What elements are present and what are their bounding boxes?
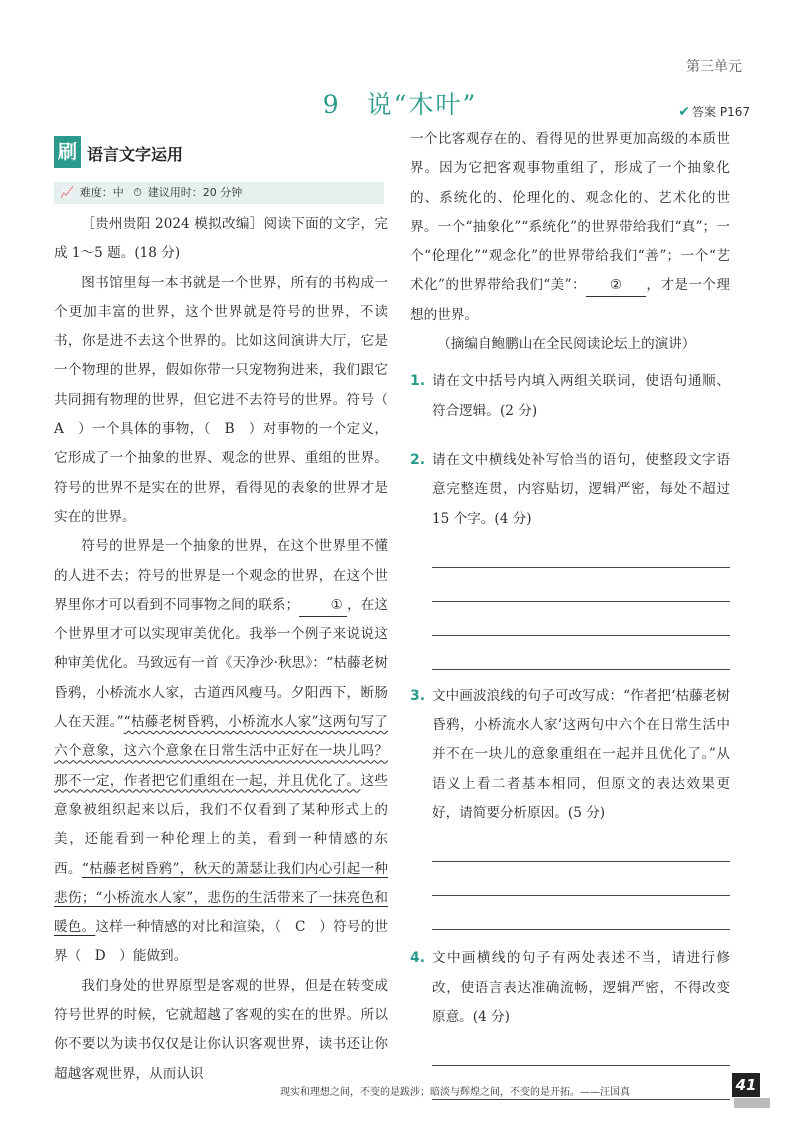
lesson-title-text: 说“木叶” [366, 90, 478, 119]
underlined-sentence: “枯藤老树昏鸦”，秋天的萧瑟让我们内心引起一种悲伤；“小桥流水人家”，悲伤的生活带来了一抹亮色和暖色。 [54, 860, 388, 936]
wavy-underlined-sentence: “枯藤老树昏鸦，小桥流水人家”这两句写了六个意象，这六个意象在日常生活中正好在一块儿吗？那不一定，作者把它们重组在一起，并且优化了。 [54, 714, 388, 789]
paragraph-2 [54, 532, 388, 971]
question-number: 4. [410, 950, 426, 967]
answer-line[interactable] [432, 602, 730, 636]
paragraph-2-part-a: 符号的世界是一个抽象的世界，在这个世界里不懂的人进不去；符号的世界是一个观念的世界，在这个世界里你才可以看到不同事物之间的联系； [54, 538, 388, 613]
answer-line[interactable] [432, 828, 730, 862]
question-number: 1. [410, 373, 426, 390]
paragraph-1: 图书馆里每一本书就是一个世界，所有的书构成一个更加丰富的世界，这个世界就是符号的世界，不读书，你是进不去这个世界的。比如这间演讲大厅，它是一个物理的世界，假如你带一只宠物狗进来，我们跟它共同拥有物理的世界，但它进不去符号的世界。符号（ A ）一个具体的事物，（ B ）对事物的一个定义，它形成了一个抽象的世界、观念的世界、重组的世界。符号的世界不是实在的世界，看得见的表象的世界才是实在的世界。 [54, 274, 402, 525]
difficulty-icon: 📈 [60, 186, 74, 199]
paragraph-2-part-c: 这些意象被组织起来以后，我们不仅看到了某种形式上的美，还能看到一种伦理上的美，看到一种情感的东西。 [54, 772, 389, 877]
clock-icon: ⏱ [133, 186, 142, 199]
check-icon: ✔ [678, 104, 691, 120]
question-text: 文中画波浪线的句子可改写成：“作者把‘枯藤老树昏鸦，小桥流水人家’这两句中六个在日常生活中并不在一块儿的意象重组在一起并且优化了。”从语义上看二者基本相同，但原文的表达效果更好，请简要分析原因。(5 分) [432, 687, 730, 822]
difficulty-text: 难度：中 [79, 186, 124, 199]
answer-reference-text: 答案 P167 [692, 105, 750, 119]
question-text: 请在文中括号内填入两组关联词，使语句通顺、符合逻辑。(2 分) [432, 373, 730, 419]
section-title: 语言文字运用 [87, 145, 184, 164]
time-text: 建议用时：20 分钟 [147, 186, 243, 199]
paragraph-continued-part-a: 一个比客观存在的、看得见的世界更加高级的本质世界。因为它把客观事物重组了，形成了一个抽象化的、系统化的、伦理化的、观念化的、艺术化的世界。一个“抽象化”“系统化”的世界带给我们“真”；一个“伦理化”“观念化”的世界带给我们“善”；一个“艺术化”的世界带给我们“美”： [410, 131, 730, 294]
brush-icon: 刷 [54, 136, 81, 168]
question-1 [410, 367, 730, 426]
answer-line[interactable] [432, 568, 730, 602]
paragraph-3: 我们身处的世界原型是客观的世界，但是在转变成符号世界的时候，它就超越了客观的实在的世界。所以你不要以为读书仅仅是让你认识客观世界，读书还让你超越客观世界，从而认识 [54, 977, 388, 1082]
question-number: 3. [410, 687, 426, 704]
answer-line[interactable] [432, 1032, 730, 1066]
answer-line[interactable] [432, 534, 730, 568]
answer-line[interactable] [432, 636, 730, 670]
question-2 [410, 446, 730, 534]
paragraph-continued [410, 125, 730, 330]
page-corner-decoration [734, 1098, 770, 1108]
answer-line[interactable] [432, 862, 730, 896]
blank-1[interactable]: ① [299, 594, 347, 617]
paragraph-2-part-b: ，在这个世界里才可以实现审美优化。我举一个例子来说说这种审美优化。马致远有一首《天净沙·秋思》：“枯藤老树昏鸦，小桥流水人家，古道西风瘦马。夕阳西下，断肠人在天涯。” [54, 596, 389, 731]
question-3 [410, 682, 730, 828]
footer-quote: 现实和理想之间，不变的是跋涉；暗淡与辉煌之间，不变的是开拓。——汪国真 [280, 1087, 630, 1098]
question-4 [410, 944, 730, 1032]
question-text: 文中画横线的句子有两处表述不当，请进行修改，使语言表达准确流畅，逻辑严密，不得改变原意。(4 分) [432, 950, 730, 1025]
blank-2[interactable]: ② [586, 274, 646, 297]
question-text: 请在文中横线处补写恰当的语句，使整段文字语意完整连贯，内容贴切，逻辑严密，每处不超过 15 个字。(4 分) [432, 451, 730, 527]
answer-reference [678, 103, 750, 120]
left-column [54, 210, 402, 1089]
section-header [54, 136, 244, 168]
paragraph-2-part-d: 这样一种情感的对比和渲染，（ C ）符号的世界（ D ）能做到。 [54, 919, 389, 965]
source-citation: （摘编自鲍鹏山在全民阅读论坛上的演讲） [437, 336, 696, 353]
right-column [410, 125, 730, 1100]
question-number: 2. [410, 451, 426, 468]
answer-line[interactable] [432, 896, 730, 930]
paragraph-continued-part-b: ，才是一个理想的世界。 [410, 277, 730, 323]
page-number: 41 [732, 1073, 760, 1097]
meta-bar [54, 182, 384, 204]
unit-label: 第三单元 [686, 59, 742, 75]
lesson-number: 9 [322, 90, 341, 119]
intro: ［贵州贵阳 2024 模拟改编］阅读下面的文字，完成 1～5 题。(18 分) [54, 216, 388, 262]
